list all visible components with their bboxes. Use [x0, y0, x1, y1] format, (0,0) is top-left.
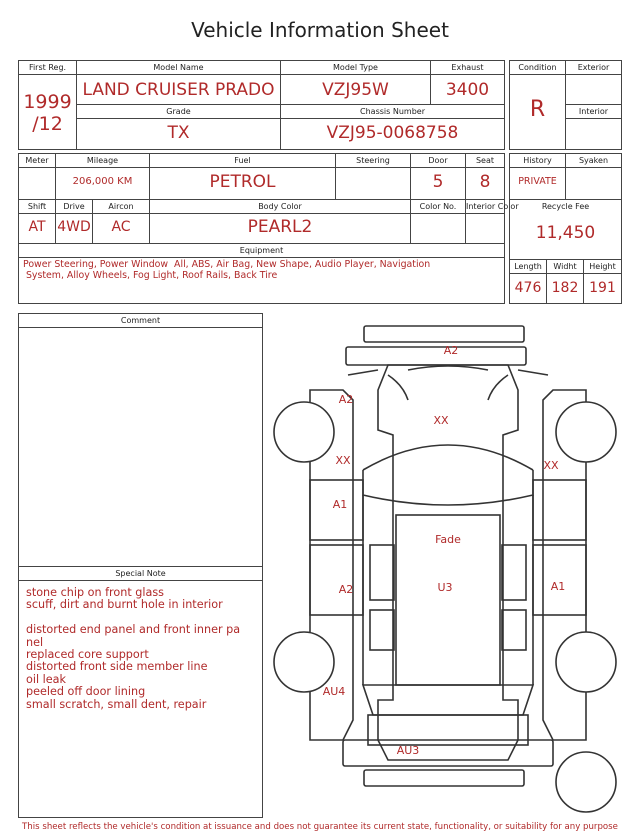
- syaken-label: Syaken: [566, 154, 621, 168]
- color-no-label: Color No.: [411, 200, 465, 214]
- exhaust-label: Exhaust: [431, 61, 504, 75]
- rear-right-wheel: [556, 632, 616, 692]
- height-value: 191: [589, 280, 616, 296]
- history-label: History: [510, 154, 565, 168]
- height-label: Height: [584, 260, 621, 274]
- body-color-label: Body Color: [150, 200, 410, 214]
- width-label: Widht: [547, 260, 583, 274]
- condition-value: R: [529, 97, 546, 122]
- mileage-value: 206,000 KM: [72, 176, 133, 187]
- car-damage-diagram: [268, 320, 628, 820]
- equipment-cell: [19, 244, 505, 304]
- interior-color-cell: [466, 200, 519, 244]
- syaken-cell: [566, 154, 622, 200]
- front-left-wheel: [274, 402, 334, 462]
- rear-step: [364, 770, 524, 786]
- dimensions-table: [509, 259, 622, 304]
- shift-cell: [19, 200, 56, 244]
- width-cell: [547, 260, 584, 304]
- mileage-label: Mileage: [56, 154, 149, 168]
- chassis-label: Chassis Number: [281, 105, 504, 119]
- body-color-value: PEARL2: [247, 217, 313, 237]
- aircon-value: AC: [111, 219, 131, 235]
- model-name-cell: [77, 61, 281, 105]
- chassis-value: VZJ95-0068758: [326, 123, 459, 143]
- spare-tire: [556, 752, 616, 812]
- front-bumper: [364, 326, 524, 342]
- exhaust-cell: [431, 61, 505, 105]
- label-rear-bumper: AU3: [396, 744, 420, 757]
- door-cell: [411, 154, 466, 200]
- condition-cell: [510, 61, 566, 150]
- label-left-front-door: A1: [332, 498, 348, 511]
- interior-color-label: Interior Color: [466, 200, 504, 214]
- fuel-cell: [150, 154, 336, 200]
- model-name-value: LAND CRUISER PRADO: [82, 80, 275, 100]
- first-reg-label: First Reg.: [19, 61, 76, 75]
- side-table: [509, 153, 622, 260]
- rear-bumper: [343, 740, 553, 766]
- history-value: PRIVATE: [518, 176, 557, 187]
- disclaimer-footer: This sheet reflects the vehicle's condition at issuance and does not guarantee its current state, functionality, or suitability for any purpose: [22, 822, 618, 832]
- label-roof-center: U3: [437, 581, 453, 594]
- label-left-rear-quarter: AU4: [322, 685, 346, 698]
- first-reg-month: /12: [32, 113, 63, 135]
- exterior-cell: [566, 61, 622, 105]
- hood-curve: [363, 445, 533, 470]
- history-cell: [510, 154, 566, 200]
- sheet-title: Vehicle Information Sheet: [191, 18, 449, 42]
- exterior-label: Exterior: [566, 61, 621, 75]
- drive-cell: [56, 200, 93, 244]
- special-note-box: [18, 566, 263, 818]
- label-roof: Fade: [435, 533, 461, 546]
- condition-label: Condition: [510, 61, 565, 75]
- steering-label: Steering: [336, 154, 410, 168]
- meter-cell: [19, 154, 56, 200]
- mileage-cell: [56, 154, 150, 200]
- width-value: 182: [551, 280, 579, 296]
- chassis-cell: [281, 105, 505, 150]
- equipment-value: Power Steering, Power Window All, ABS, Air Bag, New Shape, Audio Player, Navigation System, Alloy Wheels, Fog Light, Roof Rails, Back Tire: [23, 259, 431, 281]
- height-cell: [584, 260, 622, 304]
- front-grille: [346, 347, 526, 365]
- recycle-label: Recycle Fee: [541, 202, 590, 211]
- label-left-front-fender: XX: [335, 454, 351, 467]
- length-cell: [510, 260, 547, 304]
- grade-value: TX: [167, 123, 190, 143]
- interior-label: Interior: [566, 105, 621, 119]
- comment-label: Comment: [19, 314, 262, 328]
- model-type-label: Model Type: [281, 61, 430, 75]
- body-color-cell: [150, 200, 411, 244]
- model-type-cell: [281, 61, 431, 105]
- model-type-value: VZJ95W: [322, 80, 389, 100]
- model-name-label: Model Name: [77, 61, 280, 75]
- color-no-cell: [411, 200, 466, 244]
- first-reg-cell: [19, 61, 77, 150]
- rear-left-wheel: [274, 632, 334, 692]
- recycle-value: 11,450: [535, 223, 596, 243]
- first-reg-year: 1999: [23, 91, 72, 113]
- fuel-value: PETROL: [209, 172, 276, 192]
- steering-cell: [336, 154, 411, 200]
- aircon-label: Aircon: [93, 200, 149, 214]
- seat-value: 8: [479, 172, 491, 192]
- left-rear-door: [310, 545, 363, 615]
- comment-box: [18, 313, 263, 567]
- header-table: [18, 60, 505, 150]
- label-left-fender-top: A2: [338, 393, 354, 406]
- drive-label: Drive: [56, 200, 92, 214]
- length-value: 476: [514, 280, 542, 296]
- label-front-bumper: A2: [443, 344, 459, 357]
- exhaust-value: 3400: [445, 80, 490, 100]
- shift-label: Shift: [19, 200, 55, 214]
- label-right-front-fender: XX: [543, 459, 559, 472]
- label-left-rear-door: A2: [338, 583, 354, 596]
- special-note-label: Special Note: [19, 567, 262, 581]
- drive-value: 4WD: [57, 219, 91, 235]
- condition-table: [509, 60, 622, 150]
- right-front-door: [533, 480, 586, 540]
- fuel-label: Fuel: [150, 154, 335, 168]
- seat-cell: [466, 154, 505, 200]
- front-right-wheel: [556, 402, 616, 462]
- special-note-text: stone chip on front glass scuff, dirt and burnt hole in interior distorted end panel and front inner pa nel replaced core support distorted front side member line oil leak peeled off door lining small scratch, small dent, repair: [26, 586, 241, 711]
- equipment-label: Equipment: [19, 244, 504, 258]
- label-right-rear-door: A1: [550, 580, 566, 593]
- windshield: [363, 470, 533, 505]
- door-label: Door: [411, 154, 465, 168]
- grade-cell: [77, 105, 281, 150]
- interior-cell: [566, 105, 622, 150]
- grade-label: Grade: [77, 105, 280, 119]
- length-label: Length: [510, 260, 546, 274]
- seat-label: Seat: [466, 154, 504, 168]
- label-hood: XX: [433, 414, 449, 427]
- meter-label: Meter: [19, 154, 55, 168]
- aircon-cell: [93, 200, 150, 244]
- recycle-cell: [510, 200, 622, 260]
- door-value: 5: [432, 172, 444, 192]
- shift-value: AT: [28, 219, 46, 235]
- specs-table: [18, 153, 519, 304]
